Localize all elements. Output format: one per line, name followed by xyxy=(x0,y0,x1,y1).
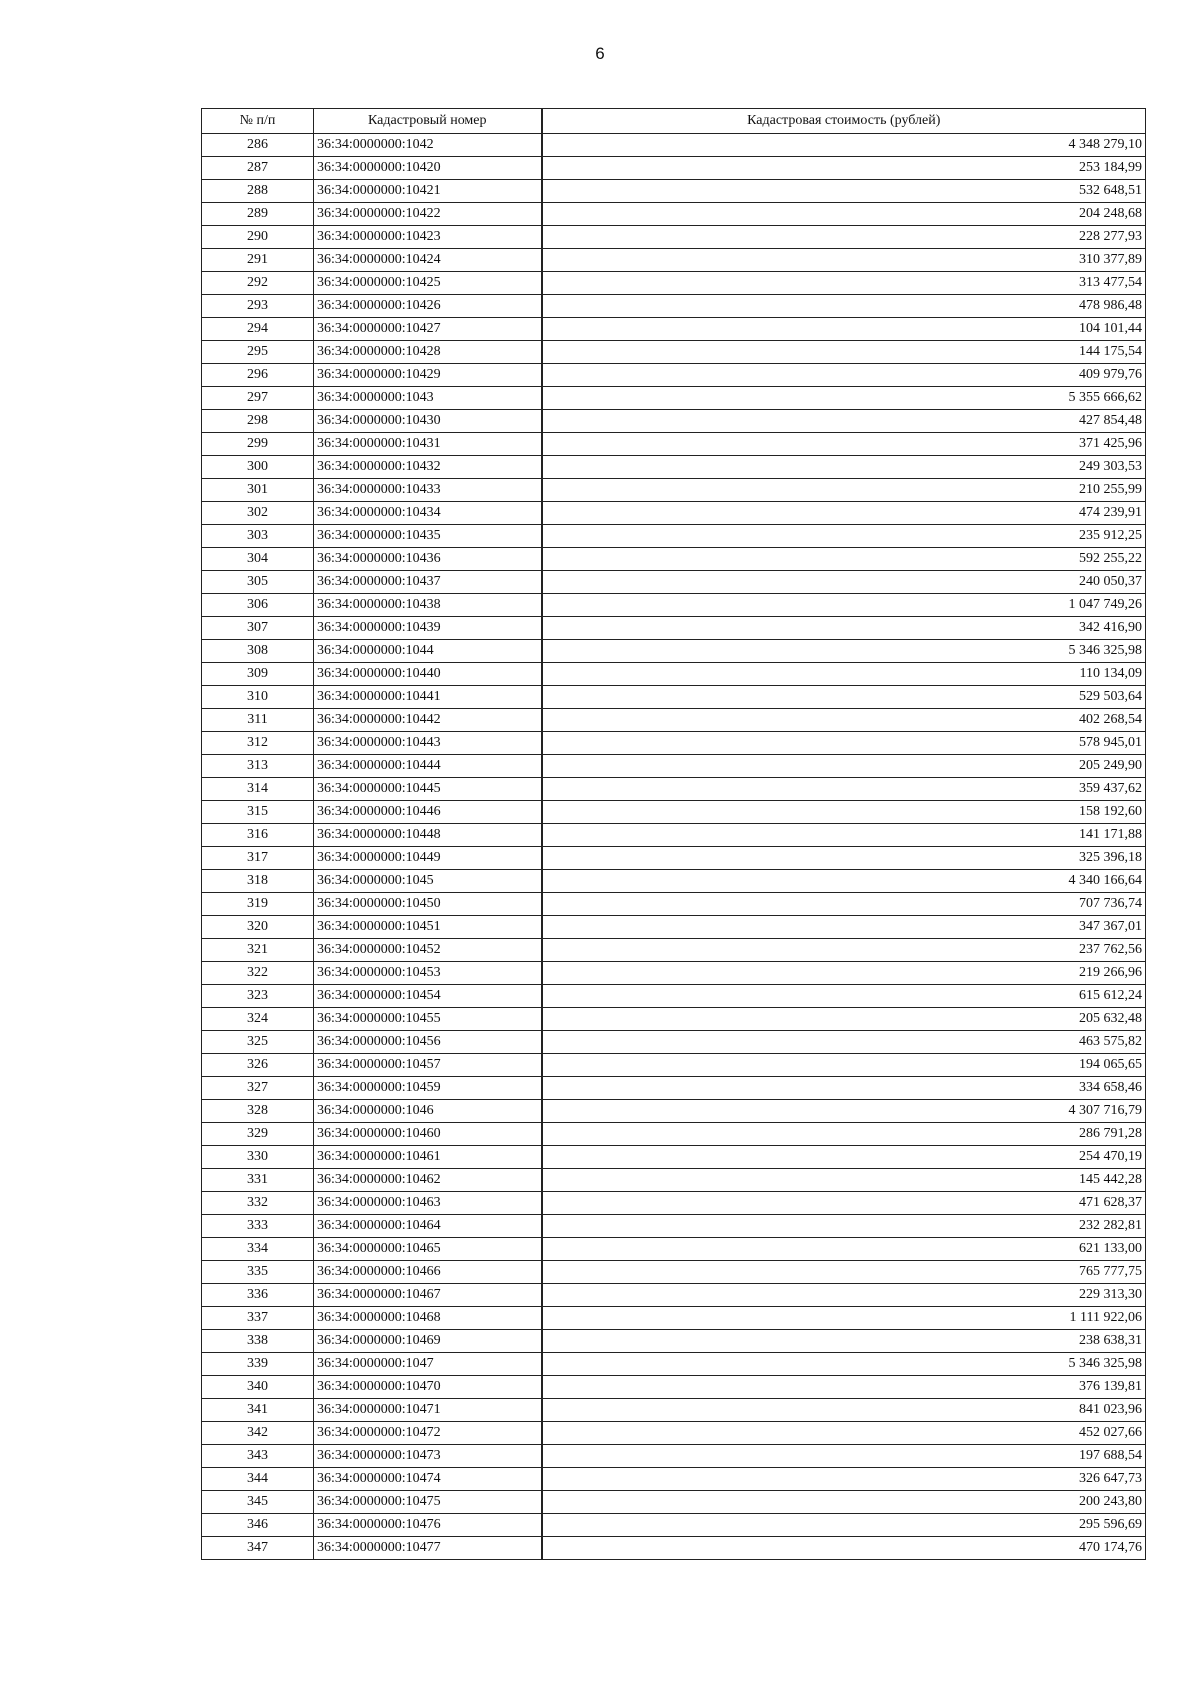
cadastral-number-cell: 36:34:0000000:10431 xyxy=(314,433,542,456)
table-row xyxy=(202,134,1146,157)
cadastral-value-cell: 529 503,64 xyxy=(542,686,1146,709)
cadastral-value-cell: 409 979,76 xyxy=(542,364,1146,387)
cadastral-number-cell: 36:34:0000000:1042 xyxy=(314,134,542,157)
cadastral-number-cell: 36:34:0000000:1045 xyxy=(314,870,542,893)
cadastral-value-cell: 197 688,54 xyxy=(542,1445,1146,1468)
row-number-cell: 306 xyxy=(202,594,314,617)
row-number-cell: 298 xyxy=(202,410,314,433)
table-row xyxy=(202,387,1146,410)
cadastral-number-cell: 36:34:0000000:10456 xyxy=(314,1031,542,1054)
cadastral-value-cell: 470 174,76 xyxy=(542,1537,1146,1560)
cadastral-number-cell: 36:34:0000000:10451 xyxy=(314,916,542,939)
table-row xyxy=(202,157,1146,180)
cadastral-value-cell: 474 239,91 xyxy=(542,502,1146,525)
table-row xyxy=(202,1100,1146,1123)
table-row xyxy=(202,295,1146,318)
table-row xyxy=(202,341,1146,364)
cadastral-value-cell: 237 762,56 xyxy=(542,939,1146,962)
cadastral-value-cell: 4 348 279,10 xyxy=(542,134,1146,157)
cadastral-value-cell: 253 184,99 xyxy=(542,157,1146,180)
row-number-cell: 302 xyxy=(202,502,314,525)
cadastral-value-cell: 841 023,96 xyxy=(542,1399,1146,1422)
cadastral-number-cell: 36:34:0000000:10435 xyxy=(314,525,542,548)
cadastral-number-cell: 36:34:0000000:10421 xyxy=(314,180,542,203)
table-row xyxy=(202,479,1146,502)
cadastral-value-cell: 104 101,44 xyxy=(542,318,1146,341)
table-row xyxy=(202,502,1146,525)
cadastral-number-cell: 36:34:0000000:10432 xyxy=(314,456,542,479)
cadastral-value-cell: 532 648,51 xyxy=(542,180,1146,203)
table-row xyxy=(202,939,1146,962)
row-number-cell: 330 xyxy=(202,1146,314,1169)
row-number-cell: 318 xyxy=(202,870,314,893)
cadastral-value-cell: 578 945,01 xyxy=(542,732,1146,755)
row-number-cell: 314 xyxy=(202,778,314,801)
table-row xyxy=(202,203,1146,226)
table-row xyxy=(202,364,1146,387)
table-row xyxy=(202,1491,1146,1514)
cadastral-value-cell: 478 986,48 xyxy=(542,295,1146,318)
row-number-cell: 304 xyxy=(202,548,314,571)
cadastral-number-cell: 36:34:0000000:10444 xyxy=(314,755,542,778)
cadastral-number-cell: 36:34:0000000:10434 xyxy=(314,502,542,525)
row-number-cell: 312 xyxy=(202,732,314,755)
cadastral-value-cell: 592 255,22 xyxy=(542,548,1146,571)
cadastral-value-cell: 325 396,18 xyxy=(542,847,1146,870)
cadastral-value-cell: 427 854,48 xyxy=(542,410,1146,433)
cadastral-value-cell: 205 249,90 xyxy=(542,755,1146,778)
cadastral-value-cell: 452 027,66 xyxy=(542,1422,1146,1445)
table-row xyxy=(202,226,1146,249)
cadastral-number-cell: 36:34:0000000:10426 xyxy=(314,295,542,318)
cadastral-number-cell: 36:34:0000000:10436 xyxy=(314,548,542,571)
row-number-cell: 321 xyxy=(202,939,314,962)
cadastral-value-cell: 158 192,60 xyxy=(542,801,1146,824)
row-number-cell: 308 xyxy=(202,640,314,663)
table-row xyxy=(202,1054,1146,1077)
cadastral-value-cell: 359 437,62 xyxy=(542,778,1146,801)
cadastral-value-cell: 110 134,09 xyxy=(542,663,1146,686)
cadastral-number-cell: 36:34:0000000:10469 xyxy=(314,1330,542,1353)
cadastral-number-cell: 36:34:0000000:10443 xyxy=(314,732,542,755)
row-number-cell: 292 xyxy=(202,272,314,295)
table-row xyxy=(202,1215,1146,1238)
row-number-cell: 300 xyxy=(202,456,314,479)
cadastral-number-cell: 36:34:0000000:10430 xyxy=(314,410,542,433)
row-number-cell: 329 xyxy=(202,1123,314,1146)
cadastral-number-cell: 36:34:0000000:10433 xyxy=(314,479,542,502)
cadastral-value-cell: 249 303,53 xyxy=(542,456,1146,479)
cadastral-number-cell: 36:34:0000000:10475 xyxy=(314,1491,542,1514)
cadastral-value-cell: 238 638,31 xyxy=(542,1330,1146,1353)
cadastral-number-cell: 36:34:0000000:10477 xyxy=(314,1537,542,1560)
cadastral-number-cell: 36:34:0000000:10445 xyxy=(314,778,542,801)
row-number-cell: 339 xyxy=(202,1353,314,1376)
table-row xyxy=(202,1330,1146,1353)
cadastral-number-cell: 36:34:0000000:10453 xyxy=(314,962,542,985)
cadastral-number-cell: 36:34:0000000:10422 xyxy=(314,203,542,226)
table-row xyxy=(202,778,1146,801)
table-row xyxy=(202,962,1146,985)
row-number-cell: 319 xyxy=(202,893,314,916)
row-number-cell: 287 xyxy=(202,157,314,180)
cadastral-value-cell: 1 047 749,26 xyxy=(542,594,1146,617)
table-row xyxy=(202,1353,1146,1376)
row-number-cell: 340 xyxy=(202,1376,314,1399)
cadastral-number-cell: 36:34:0000000:10420 xyxy=(314,157,542,180)
cadastral-number-cell: 36:34:0000000:1044 xyxy=(314,640,542,663)
row-number-cell: 337 xyxy=(202,1307,314,1330)
column-header-cadastral-number: Кадастровый номер xyxy=(314,109,542,134)
cadastral-number-cell: 36:34:0000000:10468 xyxy=(314,1307,542,1330)
table-row xyxy=(202,617,1146,640)
cadastral-value-cell: 313 477,54 xyxy=(542,272,1146,295)
cadastral-value-cell: 229 313,30 xyxy=(542,1284,1146,1307)
table-row xyxy=(202,1307,1146,1330)
row-number-cell: 310 xyxy=(202,686,314,709)
table-row xyxy=(202,1077,1146,1100)
row-number-cell: 322 xyxy=(202,962,314,985)
table-row xyxy=(202,1123,1146,1146)
cadastral-value-cell: 471 628,37 xyxy=(542,1192,1146,1215)
row-number-cell: 336 xyxy=(202,1284,314,1307)
table-row xyxy=(202,1169,1146,1192)
row-number-cell: 343 xyxy=(202,1445,314,1468)
table-row xyxy=(202,1284,1146,1307)
table-row xyxy=(202,1445,1146,1468)
cadastral-number-cell: 36:34:0000000:10449 xyxy=(314,847,542,870)
cadastral-value-cell: 286 791,28 xyxy=(542,1123,1146,1146)
table-row xyxy=(202,847,1146,870)
row-number-cell: 289 xyxy=(202,203,314,226)
row-number-cell: 311 xyxy=(202,709,314,732)
table-row xyxy=(202,824,1146,847)
cadastral-value-cell: 254 470,19 xyxy=(542,1146,1146,1169)
cadastral-number-cell: 36:34:0000000:10470 xyxy=(314,1376,542,1399)
row-number-cell: 305 xyxy=(202,571,314,594)
table-row xyxy=(202,755,1146,778)
cadastral-value-cell: 376 139,81 xyxy=(542,1376,1146,1399)
cadastral-number-cell: 36:34:0000000:10455 xyxy=(314,1008,542,1031)
cadastral-number-cell: 36:34:0000000:10462 xyxy=(314,1169,542,1192)
row-number-cell: 345 xyxy=(202,1491,314,1514)
table-row xyxy=(202,1422,1146,1445)
cadastral-number-cell: 36:34:0000000:10463 xyxy=(314,1192,542,1215)
table-row xyxy=(202,1376,1146,1399)
cadastral-number-cell: 36:34:0000000:10440 xyxy=(314,663,542,686)
cadastral-value-cell: 621 133,00 xyxy=(542,1238,1146,1261)
cadastral-value-cell: 4 307 716,79 xyxy=(542,1100,1146,1123)
cadastral-value-cell: 240 050,37 xyxy=(542,571,1146,594)
cadastral-number-cell: 36:34:0000000:10425 xyxy=(314,272,542,295)
cadastral-value-cell: 615 612,24 xyxy=(542,985,1146,1008)
column-header-number: № п/п xyxy=(202,109,314,134)
cadastral-value-cell: 402 268,54 xyxy=(542,709,1146,732)
cadastral-value-cell: 334 658,46 xyxy=(542,1077,1146,1100)
cadastral-number-cell: 36:34:0000000:10452 xyxy=(314,939,542,962)
cadastral-value-cell: 326 647,73 xyxy=(542,1468,1146,1491)
table-row xyxy=(202,410,1146,433)
table-row xyxy=(202,870,1146,893)
row-number-cell: 327 xyxy=(202,1077,314,1100)
row-number-cell: 342 xyxy=(202,1422,314,1445)
cadastral-number-cell: 36:34:0000000:10429 xyxy=(314,364,542,387)
cadastral-value-cell: 765 777,75 xyxy=(542,1261,1146,1284)
cadastral-value-cell: 295 596,69 xyxy=(542,1514,1146,1537)
row-number-cell: 313 xyxy=(202,755,314,778)
header-row xyxy=(202,109,1146,134)
cadastral-number-cell: 36:34:0000000:10460 xyxy=(314,1123,542,1146)
table-row xyxy=(202,709,1146,732)
cadastral-value-cell: 371 425,96 xyxy=(542,433,1146,456)
table-row xyxy=(202,663,1146,686)
cadastral-number-cell: 36:34:0000000:10464 xyxy=(314,1215,542,1238)
table-row xyxy=(202,594,1146,617)
cadastral-number-cell: 36:34:0000000:10427 xyxy=(314,318,542,341)
table-body xyxy=(202,134,1146,1560)
cadastral-number-cell: 36:34:0000000:10450 xyxy=(314,893,542,916)
table-row xyxy=(202,1261,1146,1284)
cadastral-number-cell: 36:34:0000000:10423 xyxy=(314,226,542,249)
table-row xyxy=(202,686,1146,709)
cadastral-number-cell: 36:34:0000000:10439 xyxy=(314,617,542,640)
row-number-cell: 299 xyxy=(202,433,314,456)
row-number-cell: 326 xyxy=(202,1054,314,1077)
row-number-cell: 303 xyxy=(202,525,314,548)
table-row xyxy=(202,180,1146,203)
table-row xyxy=(202,1238,1146,1261)
row-number-cell: 316 xyxy=(202,824,314,847)
cadastral-value-cell: 219 266,96 xyxy=(542,962,1146,985)
row-number-cell: 346 xyxy=(202,1514,314,1537)
row-number-cell: 291 xyxy=(202,249,314,272)
cadastral-number-cell: 36:34:0000000:10448 xyxy=(314,824,542,847)
row-number-cell: 344 xyxy=(202,1468,314,1491)
table-row xyxy=(202,548,1146,571)
table-row xyxy=(202,732,1146,755)
cadastral-number-cell: 36:34:0000000:10424 xyxy=(314,249,542,272)
cadastral-number-cell: 36:34:0000000:10465 xyxy=(314,1238,542,1261)
cadastral-number-cell: 36:34:0000000:10473 xyxy=(314,1445,542,1468)
row-number-cell: 341 xyxy=(202,1399,314,1422)
row-number-cell: 325 xyxy=(202,1031,314,1054)
cadastral-value-cell: 5 346 325,98 xyxy=(542,640,1146,663)
row-number-cell: 328 xyxy=(202,1100,314,1123)
row-number-cell: 297 xyxy=(202,387,314,410)
row-number-cell: 295 xyxy=(202,341,314,364)
cadastral-number-cell: 36:34:0000000:10474 xyxy=(314,1468,542,1491)
cadastral-value-cell: 347 367,01 xyxy=(542,916,1146,939)
cadastral-number-cell: 36:34:0000000:10428 xyxy=(314,341,542,364)
row-number-cell: 335 xyxy=(202,1261,314,1284)
row-number-cell: 293 xyxy=(202,295,314,318)
cadastral-value-cell: 200 243,80 xyxy=(542,1491,1146,1514)
cadastral-number-cell: 36:34:0000000:10467 xyxy=(314,1284,542,1307)
table-row xyxy=(202,801,1146,824)
cadastral-number-cell: 36:34:0000000:10446 xyxy=(314,801,542,824)
cadastral-number-cell: 36:34:0000000:10437 xyxy=(314,571,542,594)
page-number: 6 xyxy=(595,44,605,63)
row-number-cell: 320 xyxy=(202,916,314,939)
table-row xyxy=(202,1146,1146,1169)
table-row xyxy=(202,893,1146,916)
cadastral-number-cell: 36:34:0000000:1046 xyxy=(314,1100,542,1123)
cadastral-number-cell: 36:34:0000000:10457 xyxy=(314,1054,542,1077)
table-row xyxy=(202,249,1146,272)
table-header xyxy=(202,109,1146,134)
cadastral-value-cell: 5 346 325,98 xyxy=(542,1353,1146,1376)
cadastral-number-cell: 36:34:0000000:1043 xyxy=(314,387,542,410)
cadastral-number-cell: 36:34:0000000:10461 xyxy=(314,1146,542,1169)
cadastral-value-table xyxy=(201,108,1146,1560)
column-header-cadastral-value: Кадастровая стоимость (рублей) xyxy=(542,109,1146,134)
cadastral-value-cell: 5 355 666,62 xyxy=(542,387,1146,410)
cadastral-value-cell: 4 340 166,64 xyxy=(542,870,1146,893)
row-number-cell: 309 xyxy=(202,663,314,686)
row-number-cell: 334 xyxy=(202,1238,314,1261)
table-row xyxy=(202,1031,1146,1054)
table-row xyxy=(202,1514,1146,1537)
row-number-cell: 286 xyxy=(202,134,314,157)
row-number-cell: 296 xyxy=(202,364,314,387)
row-number-cell: 331 xyxy=(202,1169,314,1192)
table-row xyxy=(202,1537,1146,1560)
cadastral-number-cell: 36:34:0000000:10476 xyxy=(314,1514,542,1537)
row-number-cell: 288 xyxy=(202,180,314,203)
table-row xyxy=(202,318,1146,341)
cadastral-number-cell: 36:34:0000000:10438 xyxy=(314,594,542,617)
cadastral-number-cell: 36:34:0000000:10442 xyxy=(314,709,542,732)
row-number-cell: 324 xyxy=(202,1008,314,1031)
table-row xyxy=(202,1399,1146,1422)
cadastral-value-cell: 145 442,28 xyxy=(542,1169,1146,1192)
cadastral-value-cell: 707 736,74 xyxy=(542,893,1146,916)
cadastral-value-cell: 463 575,82 xyxy=(542,1031,1146,1054)
cadastral-value-cell: 194 065,65 xyxy=(542,1054,1146,1077)
table-row xyxy=(202,640,1146,663)
row-number-cell: 294 xyxy=(202,318,314,341)
cadastral-value-cell: 228 277,93 xyxy=(542,226,1146,249)
row-number-cell: 307 xyxy=(202,617,314,640)
table-row xyxy=(202,456,1146,479)
cadastral-value-cell: 235 912,25 xyxy=(542,525,1146,548)
cadastral-number-cell: 36:34:0000000:10454 xyxy=(314,985,542,1008)
cadastral-number-cell: 36:34:0000000:10472 xyxy=(314,1422,542,1445)
cadastral-number-cell: 36:34:0000000:10471 xyxy=(314,1399,542,1422)
table-row xyxy=(202,525,1146,548)
cadastral-value-cell: 342 416,90 xyxy=(542,617,1146,640)
cadastral-value-cell: 232 282,81 xyxy=(542,1215,1146,1238)
table-row xyxy=(202,916,1146,939)
cadastral-number-cell: 36:34:0000000:1047 xyxy=(314,1353,542,1376)
table-row xyxy=(202,272,1146,295)
row-number-cell: 315 xyxy=(202,801,314,824)
row-number-cell: 338 xyxy=(202,1330,314,1353)
row-number-cell: 347 xyxy=(202,1537,314,1560)
table-row xyxy=(202,433,1146,456)
row-number-cell: 301 xyxy=(202,479,314,502)
table-row xyxy=(202,571,1146,594)
row-number-cell: 290 xyxy=(202,226,314,249)
cadastral-number-cell: 36:34:0000000:10459 xyxy=(314,1077,542,1100)
table-row xyxy=(202,1468,1146,1491)
cadastral-value-cell: 204 248,68 xyxy=(542,203,1146,226)
cadastral-number-cell: 36:34:0000000:10466 xyxy=(314,1261,542,1284)
table-row xyxy=(202,1192,1146,1215)
table-row xyxy=(202,1008,1146,1031)
row-number-cell: 323 xyxy=(202,985,314,1008)
row-number-cell: 332 xyxy=(202,1192,314,1215)
cadastral-value-cell: 310 377,89 xyxy=(542,249,1146,272)
cadastral-number-cell: 36:34:0000000:10441 xyxy=(314,686,542,709)
cadastral-value-cell: 1 111 922,06 xyxy=(542,1307,1146,1330)
cadastral-value-cell: 141 171,88 xyxy=(542,824,1146,847)
row-number-cell: 333 xyxy=(202,1215,314,1238)
cadastral-value-cell: 205 632,48 xyxy=(542,1008,1146,1031)
cadastral-value-cell: 144 175,54 xyxy=(542,341,1146,364)
row-number-cell: 317 xyxy=(202,847,314,870)
cadastral-value-cell: 210 255,99 xyxy=(542,479,1146,502)
table-row xyxy=(202,985,1146,1008)
